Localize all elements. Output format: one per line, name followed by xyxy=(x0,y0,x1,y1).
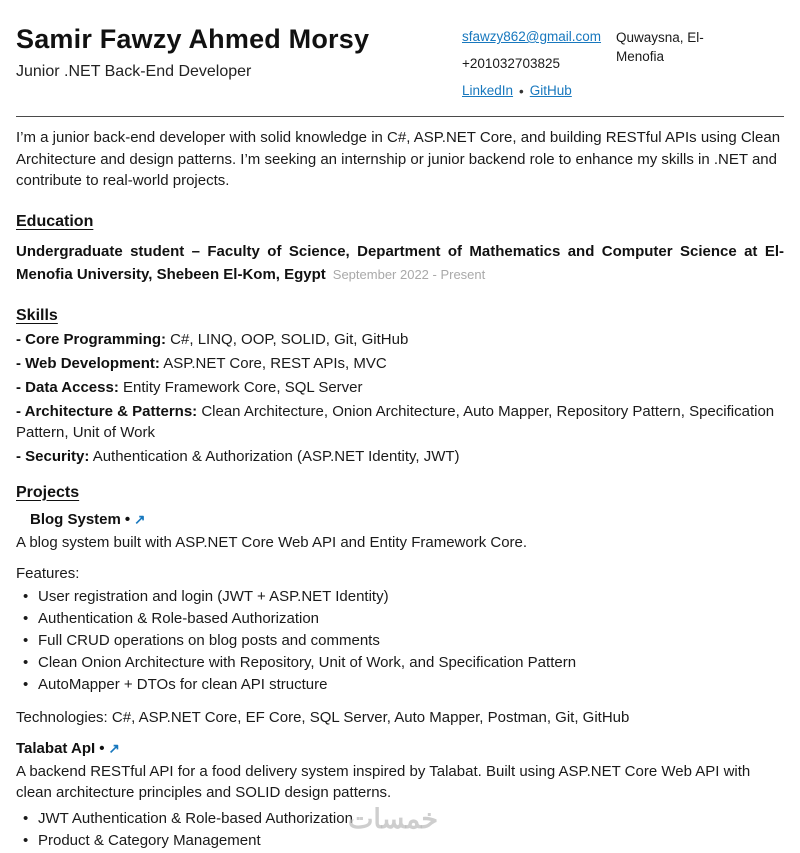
skill-item-core-programming xyxy=(16,329,784,350)
skills-heading: Skills xyxy=(16,306,58,324)
header-contact xyxy=(462,24,784,100)
github-link[interactable]: GitHub xyxy=(529,83,572,98)
khamsat-watermark: خمسات xyxy=(348,804,439,834)
education-degree: Undergraduate student – Faculty of Science, Department of Mathematics and Computer Science at El-Menofia University, Shebeen El-Kom, Egypt xyxy=(16,242,784,283)
project-title-talabat xyxy=(16,738,784,759)
title-bullet: • xyxy=(124,510,131,528)
skill-item-data-access xyxy=(16,377,784,398)
feature-item: • Full CRUD operations on blog posts and comments xyxy=(16,630,784,651)
skill-value: ASP.NET Core, REST APIs, MVC xyxy=(159,354,387,372)
feature-item: • Authentication & Role-based Authorization xyxy=(16,608,784,629)
skill-item-architecture-patterns xyxy=(16,401,784,443)
features-label: Features: xyxy=(16,564,80,582)
resume-header xyxy=(16,24,784,100)
external-link-icon[interactable]: ↗ xyxy=(108,740,120,756)
skill-value: Authentication & Authorization (ASP.NET Identity, JWT) xyxy=(89,447,460,465)
skill-item-security xyxy=(16,446,784,467)
education-entry xyxy=(16,240,784,286)
separator-dot: • xyxy=(519,83,524,99)
projects-heading: Projects xyxy=(16,483,80,501)
contact-column xyxy=(462,28,612,100)
location-text: Quwaysna, El-Menofia xyxy=(616,30,704,64)
skill-item-web-development xyxy=(16,353,784,374)
linkedin-link[interactable]: LinkedIn xyxy=(462,83,514,98)
skill-value: Entity Framework Core, SQL Server xyxy=(118,378,363,396)
feature-item: • AutoMapper + DTOs for clean API structure xyxy=(16,674,784,695)
skill-value: Clean Architecture, Onion Architecture, Auto Mapper, Repository Pattern, Specification Pattern, Unit of Work xyxy=(16,402,775,441)
social-links xyxy=(462,82,612,100)
skill-label: - Web Development: xyxy=(16,354,160,372)
skill-label: - Architecture & Patterns: xyxy=(16,402,198,420)
summary-paragraph: I’m a junior back-end developer with solid knowledge in C#, ASP.NET Core, and building RESTful APIs using Clean Architecture and design patterns. I’m seeking an internship or junior backend role to enhance my skills in .NET and contribute to real-world projects. xyxy=(16,129,781,189)
skill-label: - Data Access: xyxy=(16,378,119,396)
header-identity xyxy=(16,24,369,83)
feature-item: • User registration and login (JWT + ASP.NET Identity) xyxy=(16,586,784,607)
education-heading: Education xyxy=(16,212,94,230)
blog-features-list xyxy=(16,586,784,695)
project-name: Talabat ApI xyxy=(16,739,96,757)
project-description-blog: A blog system built with ASP.NET Core Web API and Entity Framework Core. xyxy=(16,533,528,551)
feature-item: • Product & Category Management xyxy=(16,830,784,851)
skill-value: C#, LINQ, OOP, SOLID, Git, GitHub xyxy=(166,330,409,348)
candidate-name: Samir Fawzy Ahmed Morsy xyxy=(16,24,370,54)
talabat-features-list xyxy=(16,808,784,851)
skill-label: - Security: xyxy=(16,447,90,465)
project-name: Blog System xyxy=(30,510,121,528)
technologies-line: Technologies: C#, ASP.NET Core, EF Core, SQL Server, Auto Mapper, Postman, Git, GitHub xyxy=(16,708,630,726)
feature-item: • JWT Authentication & Role-based Authorization xyxy=(16,808,784,829)
feature-item: • Clean Onion Architecture with Repository, Unit of Work, and Specification Pattern xyxy=(16,652,784,673)
skill-label: - Core Programming: xyxy=(16,330,167,348)
project-title-blog-system xyxy=(30,509,784,530)
phone-number: +201032703825 xyxy=(462,56,560,71)
email-link[interactable]: sfawzy862@gmail.com xyxy=(462,29,602,44)
header-divider xyxy=(16,116,784,117)
project-description-talabat: A backend RESTful API for a food delivery system inspired by Talabat. Built using ASP.NET Core Web API with clean architecture principles and SOLID design patterns. xyxy=(16,762,751,801)
job-title: Junior .NET Back-End Developer xyxy=(16,63,252,81)
external-link-icon[interactable]: ↗ xyxy=(134,511,146,527)
title-bullet: • xyxy=(99,739,105,757)
education-dates: September 2022 - Present xyxy=(332,266,486,282)
